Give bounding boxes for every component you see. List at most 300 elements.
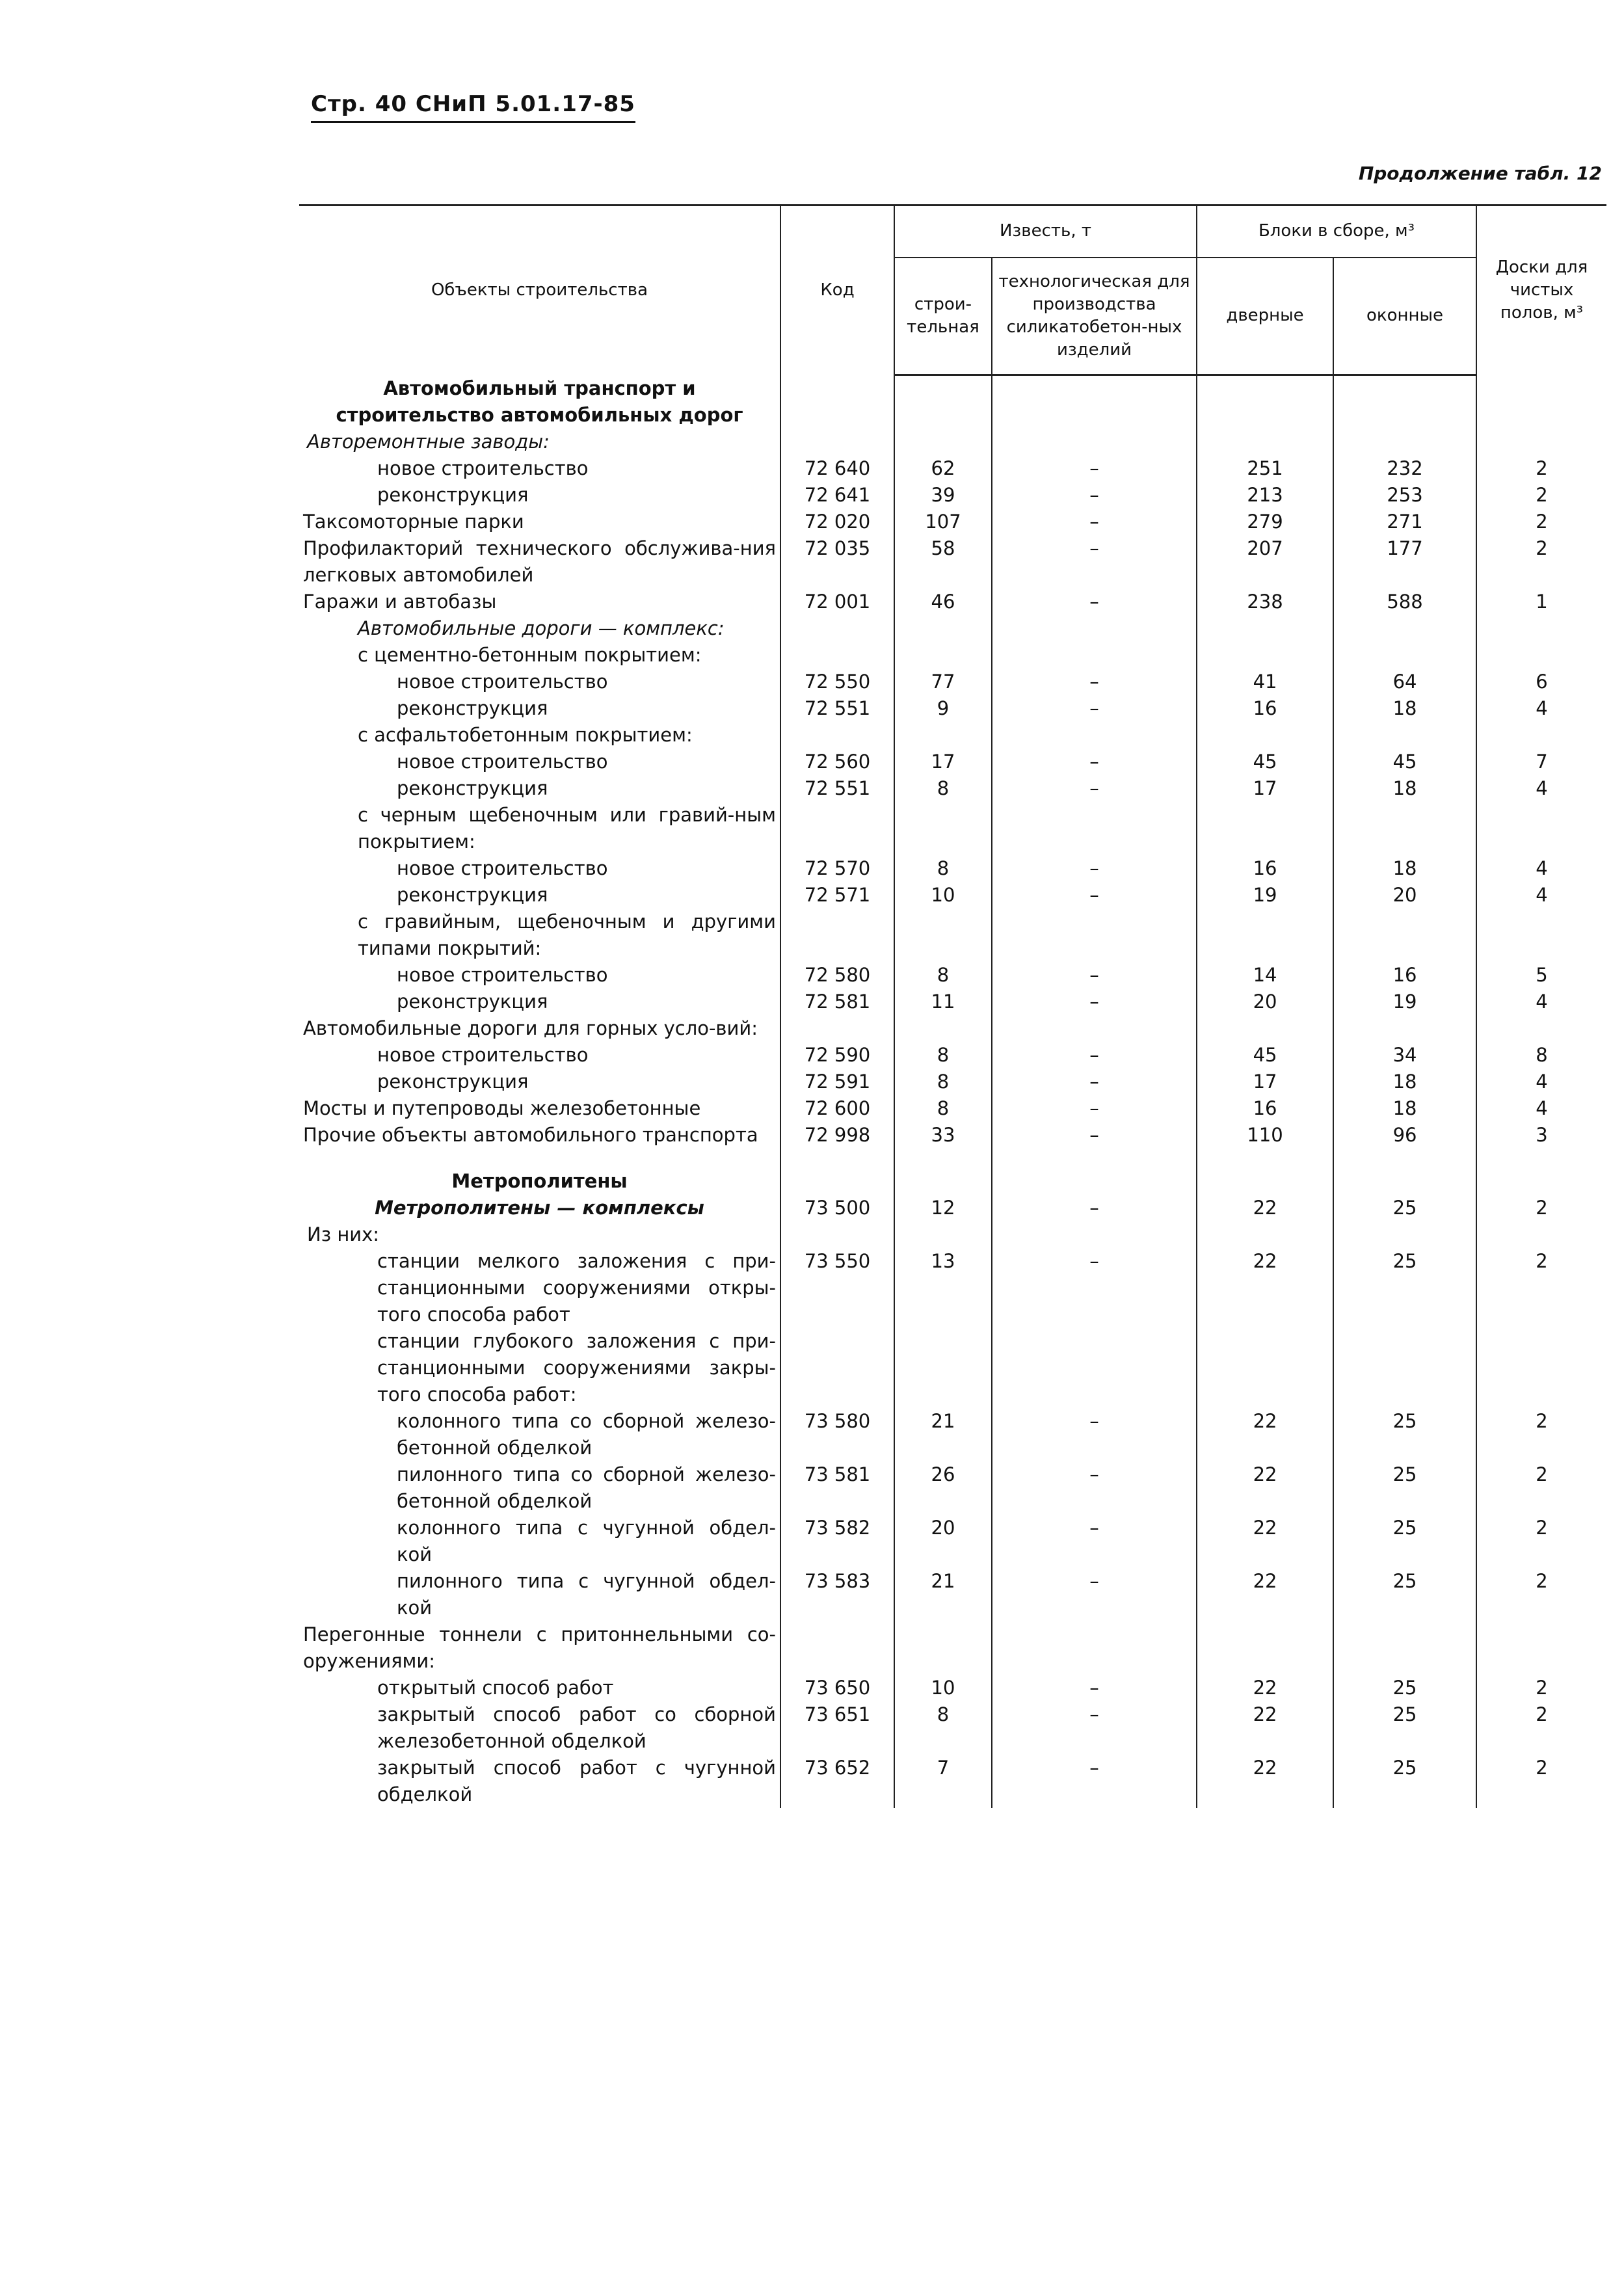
object-name-cell: реконструкция [397, 883, 548, 906]
boards-cell: 7 [1476, 749, 1606, 775]
door-blocks-cell: 22 [1197, 1515, 1333, 1568]
header-boards: Доски для чистых полов, м³ [1476, 206, 1606, 375]
door-blocks-cell: 16 [1197, 1095, 1333, 1122]
lime-tech-cell: – [992, 1122, 1197, 1149]
window-blocks-cell: 45 [1333, 749, 1476, 775]
boards-cell: 2 [1476, 1515, 1606, 1568]
table-row [299, 802, 1606, 855]
table-row [299, 1069, 1606, 1095]
code-cell: 72 020 [780, 509, 894, 535]
lime-building-cell [894, 1328, 992, 1408]
code-cell: 73 580 [780, 1408, 894, 1461]
boards-cell [1476, 1221, 1606, 1248]
boards-cell: 2 [1476, 1701, 1606, 1755]
table-row [299, 1042, 1606, 1069]
code-cell [780, 375, 894, 429]
table-row [299, 1248, 1606, 1328]
object-name-cell: Таксомоторные парки [303, 510, 524, 533]
lime-tech-cell: – [992, 775, 1197, 802]
object-name-cell: Перегонные тоннели с притоннельными со-оружениями: [303, 1623, 776, 1672]
lime-tech-cell [992, 1328, 1197, 1408]
lime-building-cell: 12 [894, 1195, 992, 1221]
code-cell: 72 580 [780, 962, 894, 989]
object-name-cell: с асфальтобетонным покрытием: [358, 723, 693, 746]
window-blocks-cell: 588 [1333, 589, 1476, 615]
door-blocks-cell: 14 [1197, 962, 1333, 989]
door-blocks-cell [1197, 1015, 1333, 1042]
window-blocks-cell: 25 [1333, 1408, 1476, 1461]
door-blocks-cell: 22 [1197, 1755, 1333, 1808]
lime-building-cell: 11 [894, 989, 992, 1015]
code-cell [780, 1149, 894, 1168]
lime-tech-cell [992, 909, 1197, 962]
door-blocks-cell: 41 [1197, 669, 1333, 695]
lime-building-cell: 62 [894, 455, 992, 482]
window-blocks-cell: 271 [1333, 509, 1476, 535]
code-cell [780, 909, 894, 962]
object-name-cell: Автомобильные дороги для горных усло-вий: [303, 1017, 758, 1039]
object-name-cell: с гравийным, щебеночным и другими типами покрытий: [358, 910, 776, 959]
door-blocks-cell [1197, 909, 1333, 962]
door-blocks-cell [1197, 1621, 1333, 1675]
window-blocks-cell: 253 [1333, 482, 1476, 509]
object-name-cell: новое строительство [397, 963, 608, 986]
table-row [299, 722, 1606, 749]
boards-cell: 6 [1476, 669, 1606, 695]
lime-building-cell: 8 [894, 775, 992, 802]
page-header: Стр. 40 СНиП 5.01.17-85 [311, 91, 635, 123]
boards-cell: 2 [1476, 1195, 1606, 1221]
table-row [299, 1621, 1606, 1675]
table-row [299, 589, 1606, 615]
boards-cell: 4 [1476, 1069, 1606, 1095]
object-name-cell: Гаражи и автобазы [303, 590, 497, 613]
object-name-cell: реконструкция [397, 990, 548, 1013]
table-row [299, 1408, 1606, 1461]
boards-cell: 2 [1476, 535, 1606, 589]
boards-cell: 4 [1476, 855, 1606, 882]
door-blocks-cell: 238 [1197, 589, 1333, 615]
boards-cell [1476, 802, 1606, 855]
table-row [299, 1095, 1606, 1122]
boards-cell [1476, 1621, 1606, 1675]
code-cell [780, 1221, 894, 1248]
lime-building-cell: 26 [894, 1461, 992, 1515]
lime-building-cell [894, 615, 992, 642]
door-blocks-cell: 22 [1197, 1568, 1333, 1621]
table-row [299, 1195, 1606, 1221]
boards-cell [1476, 1328, 1606, 1408]
lime-tech-cell: – [992, 962, 1197, 989]
lime-tech-cell [992, 802, 1197, 855]
code-cell: 72 570 [780, 855, 894, 882]
code-cell: 73 582 [780, 1515, 894, 1568]
window-blocks-cell: 25 [1333, 1195, 1476, 1221]
window-blocks-cell [1333, 642, 1476, 669]
boards-cell: 4 [1476, 1095, 1606, 1122]
window-blocks-cell: 20 [1333, 882, 1476, 909]
lime-tech-cell [992, 1621, 1197, 1675]
table-row [299, 1568, 1606, 1621]
lime-tech-cell: – [992, 1568, 1197, 1621]
table-row [299, 909, 1606, 962]
boards-cell [1476, 615, 1606, 642]
door-blocks-cell: 110 [1197, 1122, 1333, 1149]
window-blocks-cell: 25 [1333, 1755, 1476, 1808]
code-cell: 72 590 [780, 1042, 894, 1069]
window-blocks-cell: 18 [1333, 775, 1476, 802]
lime-tech-cell: – [992, 1701, 1197, 1755]
code-cell: 72 581 [780, 989, 894, 1015]
door-blocks-cell: 22 [1197, 1195, 1333, 1221]
lime-tech-cell: – [992, 749, 1197, 775]
code-cell: 72 551 [780, 695, 894, 722]
boards-cell: 2 [1476, 1248, 1606, 1328]
object-name-cell [299, 1149, 780, 1168]
table-row [299, 1015, 1606, 1042]
materials-table [299, 204, 1606, 1808]
lime-building-cell: 21 [894, 1568, 992, 1621]
object-name-cell: Метрополитены — комплексы [375, 1196, 704, 1219]
window-blocks-cell [1333, 375, 1476, 429]
lime-building-cell: 20 [894, 1515, 992, 1568]
lime-tech-cell: – [992, 669, 1197, 695]
lime-building-cell [894, 1621, 992, 1675]
lime-tech-cell [992, 642, 1197, 669]
lime-tech-cell: – [992, 989, 1197, 1015]
window-blocks-cell [1333, 1328, 1476, 1408]
window-blocks-cell [1333, 1015, 1476, 1042]
boards-cell: 2 [1476, 1675, 1606, 1701]
window-blocks-cell: 18 [1333, 695, 1476, 722]
code-cell [780, 615, 894, 642]
lime-building-cell: 39 [894, 482, 992, 509]
table-row [299, 1675, 1606, 1701]
boards-cell: 2 [1476, 455, 1606, 482]
door-blocks-cell: 22 [1197, 1461, 1333, 1515]
window-blocks-cell: 25 [1333, 1461, 1476, 1515]
code-cell: 72 551 [780, 775, 894, 802]
lime-tech-cell: – [992, 482, 1197, 509]
table-row [299, 669, 1606, 695]
code-cell: 72 600 [780, 1095, 894, 1122]
boards-cell [1476, 1015, 1606, 1042]
code-cell: 73 550 [780, 1248, 894, 1328]
lime-building-cell [894, 642, 992, 669]
lime-building-cell: 8 [894, 855, 992, 882]
lime-building-cell: 33 [894, 1122, 992, 1149]
lime-building-cell: 107 [894, 509, 992, 535]
door-blocks-cell: 16 [1197, 855, 1333, 882]
window-blocks-cell: 96 [1333, 1122, 1476, 1149]
window-blocks-cell [1333, 802, 1476, 855]
window-blocks-cell: 232 [1333, 455, 1476, 482]
lime-building-cell [894, 1221, 992, 1248]
object-name-cell: новое строительство [397, 750, 608, 773]
lime-tech-cell: – [992, 535, 1197, 589]
lime-building-cell: 10 [894, 1675, 992, 1701]
lime-tech-cell [992, 1149, 1197, 1168]
object-name-cell: открытый способ работ [377, 1676, 614, 1699]
lime-building-cell [894, 909, 992, 962]
object-name-cell: закрытый способ работ с чугунной обделкой [377, 1756, 776, 1805]
window-blocks-cell: 25 [1333, 1568, 1476, 1621]
door-blocks-cell: 207 [1197, 535, 1333, 589]
door-blocks-cell: 19 [1197, 882, 1333, 909]
object-name-cell: реконструкция [397, 697, 548, 719]
door-blocks-cell: 45 [1197, 749, 1333, 775]
door-blocks-cell [1197, 1168, 1333, 1195]
object-name-cell: пилонного типа с чугунной обдел-кой [397, 1569, 776, 1619]
header-code: Код [780, 206, 894, 375]
lime-building-cell [894, 429, 992, 455]
table-row [299, 1328, 1606, 1408]
code-cell: 72 641 [780, 482, 894, 509]
door-blocks-cell: 20 [1197, 989, 1333, 1015]
object-name-cell: новое строительство [377, 1043, 589, 1066]
door-blocks-cell: 22 [1197, 1248, 1333, 1328]
header-blocks-door: дверные [1197, 258, 1333, 375]
object-name-cell: реконструкция [377, 483, 529, 506]
table-row [299, 695, 1606, 722]
window-blocks-cell [1333, 1168, 1476, 1195]
header-lime-tech: технологическая для производства силикатобетон-ных изделий [992, 258, 1197, 375]
object-name-cell: Профилакторий технического обслужива-ния легковых автомобилей [303, 537, 776, 586]
lime-building-cell: 7 [894, 1755, 992, 1808]
object-name-cell: колонного типа с чугунной обдел-кой [397, 1516, 776, 1565]
lime-building-cell: 21 [894, 1408, 992, 1461]
boards-cell: 8 [1476, 1042, 1606, 1069]
window-blocks-cell: 64 [1333, 669, 1476, 695]
code-cell: 72 571 [780, 882, 894, 909]
door-blocks-cell [1197, 429, 1333, 455]
lime-building-cell: 8 [894, 962, 992, 989]
door-blocks-cell [1197, 1328, 1333, 1408]
table-row [299, 615, 1606, 642]
table-row [299, 1221, 1606, 1248]
table-row [299, 775, 1606, 802]
table-row [299, 429, 1606, 455]
lime-building-cell: 8 [894, 1701, 992, 1755]
window-blocks-cell [1333, 1149, 1476, 1168]
window-blocks-cell [1333, 615, 1476, 642]
object-name-cell: Автомобильные дороги — комплекс: [358, 617, 725, 639]
table-row [299, 882, 1606, 909]
object-name-cell: колонного типа со сборной железо-бетонной обделкой [397, 1409, 776, 1459]
code-cell [780, 429, 894, 455]
object-name-cell: закрытый способ работ со сборной железобетонной обделкой [377, 1703, 776, 1752]
code-cell: 72 640 [780, 455, 894, 482]
table-row [299, 855, 1606, 882]
door-blocks-cell [1197, 1221, 1333, 1248]
boards-cell: 2 [1476, 1408, 1606, 1461]
code-cell [780, 1168, 894, 1195]
boards-cell [1476, 1168, 1606, 1195]
table-row [299, 455, 1606, 482]
window-blocks-cell: 25 [1333, 1515, 1476, 1568]
table-row [299, 509, 1606, 535]
window-blocks-cell: 16 [1333, 962, 1476, 989]
header-lime-building: строи-тельная [894, 258, 992, 375]
code-cell: 73 650 [780, 1675, 894, 1701]
window-blocks-cell: 18 [1333, 855, 1476, 882]
window-blocks-cell [1333, 722, 1476, 749]
door-blocks-cell: 251 [1197, 455, 1333, 482]
lime-tech-cell: – [992, 855, 1197, 882]
window-blocks-cell: 25 [1333, 1701, 1476, 1755]
code-cell: 73 583 [780, 1568, 894, 1621]
boards-cell: 4 [1476, 775, 1606, 802]
object-name-cell: с черным щебеночным или гравий-ным покрытием: [358, 803, 776, 853]
door-blocks-cell: 279 [1197, 509, 1333, 535]
code-cell: 73 500 [780, 1195, 894, 1221]
lime-tech-cell [992, 429, 1197, 455]
header-lime: Известь, т [894, 206, 1197, 258]
window-blocks-cell [1333, 429, 1476, 455]
boards-cell: 4 [1476, 989, 1606, 1015]
boards-cell [1476, 642, 1606, 669]
table-row [299, 1461, 1606, 1515]
door-blocks-cell [1197, 615, 1333, 642]
table-row [299, 482, 1606, 509]
object-name-cell: реконструкция [397, 777, 548, 799]
lime-tech-cell: – [992, 882, 1197, 909]
lime-tech-cell: – [992, 1675, 1197, 1701]
lime-tech-cell: – [992, 1042, 1197, 1069]
door-blocks-cell: 22 [1197, 1675, 1333, 1701]
window-blocks-cell: 19 [1333, 989, 1476, 1015]
header-objects: Объекты строительства [299, 206, 780, 375]
code-cell: 72 035 [780, 535, 894, 589]
window-blocks-cell: 18 [1333, 1069, 1476, 1095]
lime-tech-cell: – [992, 1248, 1197, 1328]
code-cell [780, 802, 894, 855]
lime-building-cell [894, 722, 992, 749]
lime-building-cell: 9 [894, 695, 992, 722]
lime-building-cell: 46 [894, 589, 992, 615]
lime-building-cell [894, 375, 992, 429]
door-blocks-cell: 22 [1197, 1408, 1333, 1461]
boards-cell [1476, 722, 1606, 749]
lime-building-cell: 8 [894, 1042, 992, 1069]
lime-building-cell: 8 [894, 1095, 992, 1122]
lime-building-cell: 58 [894, 535, 992, 589]
door-blocks-cell [1197, 722, 1333, 749]
door-blocks-cell: 17 [1197, 1069, 1333, 1095]
boards-cell [1476, 1149, 1606, 1168]
door-blocks-cell: 22 [1197, 1701, 1333, 1755]
code-cell: 72 560 [780, 749, 894, 775]
code-cell: 72 550 [780, 669, 894, 695]
lime-tech-cell [992, 615, 1197, 642]
lime-building-cell: 77 [894, 669, 992, 695]
table-row [299, 1122, 1606, 1149]
door-blocks-cell: 17 [1197, 775, 1333, 802]
object-name-cell: с цементно-бетонным покрытием: [358, 643, 702, 666]
object-name-cell: станции глубокого заложения с при-станционными сооружениями закры-того способа работ: [377, 1329, 776, 1405]
window-blocks-cell [1333, 909, 1476, 962]
object-name-cell: станции мелкого заложения с при-станционными сооружениями откры-того способа работ [377, 1249, 776, 1325]
code-cell: 73 652 [780, 1755, 894, 1808]
table-row [299, 962, 1606, 989]
door-blocks-cell [1197, 375, 1333, 429]
lime-tech-cell: – [992, 1515, 1197, 1568]
table-row [299, 642, 1606, 669]
boards-cell: 2 [1476, 509, 1606, 535]
lime-tech-cell: – [992, 1408, 1197, 1461]
section-row [299, 375, 1606, 429]
window-blocks-cell: 34 [1333, 1042, 1476, 1069]
object-name-cell: Прочие объекты автомобильного транспорта [303, 1123, 758, 1146]
object-name-cell: пилонного типа со сборной железо-бетонной обделкой [397, 1463, 776, 1512]
lime-tech-cell: – [992, 1095, 1197, 1122]
table-row [299, 1755, 1606, 1808]
code-cell: 72 591 [780, 1069, 894, 1095]
table-row [299, 989, 1606, 1015]
boards-cell [1476, 375, 1606, 429]
object-name-cell: новое строительство [397, 857, 608, 879]
object-name-cell: Мосты и путепроводы железобетонные [303, 1097, 701, 1119]
section-title: Метрополитены [451, 1169, 628, 1192]
spacer-row [299, 1149, 1606, 1168]
lime-tech-cell: – [992, 1755, 1197, 1808]
object-name-cell: новое строительство [397, 670, 608, 693]
boards-cell: 3 [1476, 1122, 1606, 1149]
header-blocks-window: оконные [1333, 258, 1476, 375]
lime-tech-cell: – [992, 509, 1197, 535]
code-cell [780, 642, 894, 669]
table-row [299, 1701, 1606, 1755]
object-name-cell: Авторемонтные заводы: [307, 430, 550, 453]
window-blocks-cell: 177 [1333, 535, 1476, 589]
boards-cell [1476, 909, 1606, 962]
section-row [299, 1168, 1606, 1195]
door-blocks-cell [1197, 642, 1333, 669]
lime-building-cell [894, 1168, 992, 1195]
object-name-cell: реконструкция [377, 1070, 529, 1093]
lime-tech-cell [992, 1015, 1197, 1042]
table-row [299, 535, 1606, 589]
lime-tech-cell: – [992, 1461, 1197, 1515]
door-blocks-cell: 45 [1197, 1042, 1333, 1069]
lime-tech-cell [992, 1168, 1197, 1195]
lime-building-cell: 17 [894, 749, 992, 775]
header-blocks: Блоки в сборе, м³ [1197, 206, 1476, 258]
lime-building-cell: 8 [894, 1069, 992, 1095]
boards-cell: 4 [1476, 882, 1606, 909]
object-name-cell: новое строительство [377, 457, 589, 479]
boards-cell: 2 [1476, 1568, 1606, 1621]
section-title: Автомобильный транспорт и строительство автомобильных дорог [336, 377, 743, 426]
code-cell [780, 1621, 894, 1675]
boards-cell: 2 [1476, 1755, 1606, 1808]
boards-cell: 4 [1476, 695, 1606, 722]
window-blocks-cell [1333, 1621, 1476, 1675]
door-blocks-cell: 213 [1197, 482, 1333, 509]
code-cell: 73 651 [780, 1701, 894, 1755]
object-name-cell: Из них: [307, 1223, 380, 1245]
window-blocks-cell: 18 [1333, 1095, 1476, 1122]
lime-tech-cell [992, 375, 1197, 429]
code-cell: 73 581 [780, 1461, 894, 1515]
boards-cell [1476, 429, 1606, 455]
table-body [299, 375, 1606, 1808]
lime-building-cell [894, 1149, 992, 1168]
boards-cell: 5 [1476, 962, 1606, 989]
lime-building-cell [894, 802, 992, 855]
door-blocks-cell [1197, 1149, 1333, 1168]
boards-cell: 1 [1476, 589, 1606, 615]
